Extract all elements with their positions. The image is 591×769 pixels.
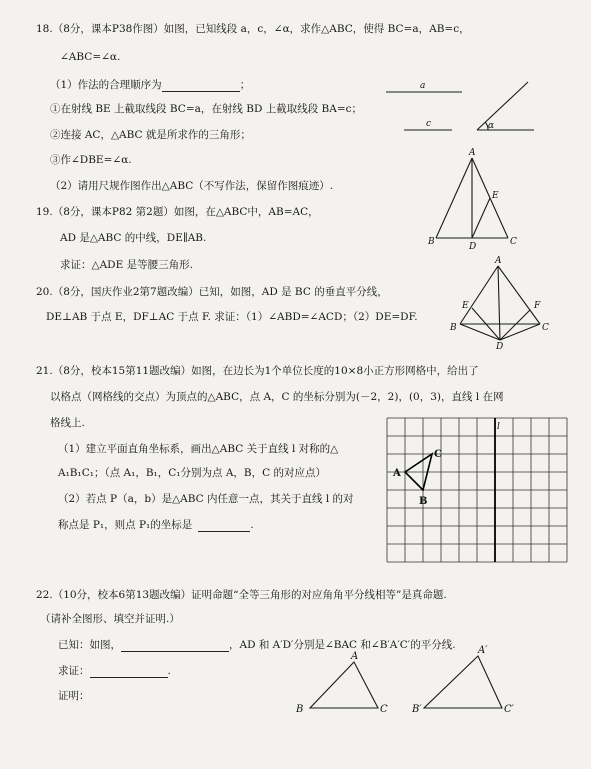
q22-line2: （请补全图形、填空并证明.） — [40, 613, 180, 625]
q22-triangle-abc — [290, 650, 390, 714]
q21-grid-figure — [385, 416, 573, 566]
label-alpha: α — [488, 121, 495, 131]
q19-line1: 19.（8分，课本P82 第2题）如图，在△ABC中，AB=AC， — [36, 206, 319, 218]
q22-prove-end: . — [167, 665, 171, 677]
segment-bd — [460, 324, 500, 340]
segment-ad — [498, 266, 500, 340]
q22-known-blank[interactable] — [121, 640, 229, 652]
q18-figure — [380, 78, 540, 138]
q22-prove-label: 求证： — [58, 665, 90, 677]
label-A: A — [469, 148, 476, 158]
q21-sub2b — [58, 518, 254, 532]
label-D: D — [469, 242, 477, 252]
label-C-prime: C′ — [504, 704, 514, 715]
q18-line2: ∠ABC=∠α. — [60, 51, 121, 63]
q19-line2: AD 是△ABC 的中线，DE∥AB. — [60, 232, 207, 244]
label-E: E — [462, 301, 469, 311]
label-C: C — [434, 449, 442, 460]
grid-lines — [387, 418, 567, 562]
q22-triangle-abc-prime — [412, 645, 532, 715]
q18-answer-blank[interactable] — [162, 80, 240, 92]
label-A: A — [495, 256, 502, 266]
label-B: B — [450, 323, 457, 333]
label-D: D — [496, 342, 504, 352]
label-C: C — [542, 323, 549, 333]
segment-df — [500, 310, 530, 340]
q20-line2: DE⊥AB 于点 E，DF⊥AC 于点 F. 求证：（1）∠ABD=∠ACD；（2）DE=DF. — [46, 311, 418, 323]
label-C: C — [380, 704, 388, 715]
label-C: C — [510, 237, 517, 247]
triangle-abc-prime-shape — [424, 656, 502, 708]
q21-sub1a: （1）建立平面直角坐标系，画出△ABC 关于直线 l 对称的△ — [58, 443, 339, 455]
q18-sub1-end: ； — [239, 79, 251, 91]
label-B: B — [296, 704, 304, 715]
q20-figure — [450, 256, 560, 352]
angle-ray-slanted — [477, 82, 528, 130]
q22-proof: 证明： — [58, 690, 90, 702]
label-c: c — [426, 119, 432, 129]
label-B: B — [428, 237, 435, 247]
q22-prove-blank[interactable] — [90, 666, 168, 678]
q19-line3: 求证：△ADE 是等腰三角形. — [60, 259, 193, 271]
label-F: F — [534, 301, 541, 311]
q21-line1: 21.（8分，校本15第11题改编）如图，在边长为1个单位长度的10×8小正方形网格中，给出了 — [36, 365, 479, 377]
q18-sub1-text: （1）作法的合理顺序为 — [50, 79, 162, 91]
q21-line3: 格线上. — [50, 417, 85, 429]
label-a: a — [420, 81, 426, 91]
q19-figure — [420, 150, 530, 250]
q21-answer-blank[interactable] — [198, 520, 250, 532]
segment-cd — [500, 324, 540, 340]
q22-known-suffix: ，AD 和 A′D′分别是∠BAC 和∠B′A′C′的平分线. — [229, 639, 456, 651]
q18-line1: 18.（8分，课本P38作图）如图，已知线段 a，c，∠α，求作△ABC，使得 BC=a，AB=c， — [36, 23, 470, 35]
label-B: B — [419, 496, 428, 507]
q18-sub1 — [50, 78, 250, 92]
label-A-prime: A′ — [478, 645, 488, 656]
label-A: A — [393, 468, 401, 479]
q21-sub2b-text: 称点是 P₁，则点 P₁的坐标是 — [58, 519, 193, 531]
label-A: A — [351, 651, 359, 662]
label-l: l — [497, 422, 500, 432]
q22-known-prefix: 已知：如图， — [58, 639, 121, 651]
label-E: E — [492, 191, 499, 201]
q21-sub2a: （2）若点 P（a，b）是△ABC 内任意一点，其关于直线 l 的对 — [58, 493, 354, 505]
q22-line1: 22.（10分，校本6第13题改编）证明命题“全等三角形的对应角角平分线相等”是真命题. — [36, 589, 447, 601]
q21-sub2-end: . — [250, 519, 254, 531]
side-ab — [436, 158, 472, 238]
triangle-abc-shape — [310, 662, 378, 708]
q18-sub2: （2）请用尺规作图作出△ABC（不写作法，保留作图痕迹）. — [50, 180, 334, 192]
q20-line1: 20.（8分，国庆作业2第7题改编）已知，如图，AD 是 BC 的垂直平分线， — [36, 286, 388, 298]
side-ac — [498, 266, 540, 324]
segment-de — [472, 198, 490, 238]
q22-prove — [58, 664, 171, 678]
q21-sub1b: A₁B₁C₁；（点 A₁，B₁，C₁分别为点 A，B，C 的对应点） — [58, 467, 327, 479]
q18-step2: ②连接 AC，△ABC 就是所求作的三角形； — [50, 129, 251, 141]
q21-line2: 以格点（网格线的交点）为顶点的△ABC，点 A，C 的坐标分别为(－2，2)，(0，3)，直线 l 在网 — [50, 391, 504, 403]
q18-step3: ③作∠DBE=∠α. — [50, 154, 132, 166]
q18-step1: ①在射线 BE 上截取线段 BC=a，在射线 BD 上截取线段 BA=c； — [50, 103, 363, 115]
q22-known — [58, 638, 456, 652]
label-B-prime: B′ — [412, 704, 422, 715]
